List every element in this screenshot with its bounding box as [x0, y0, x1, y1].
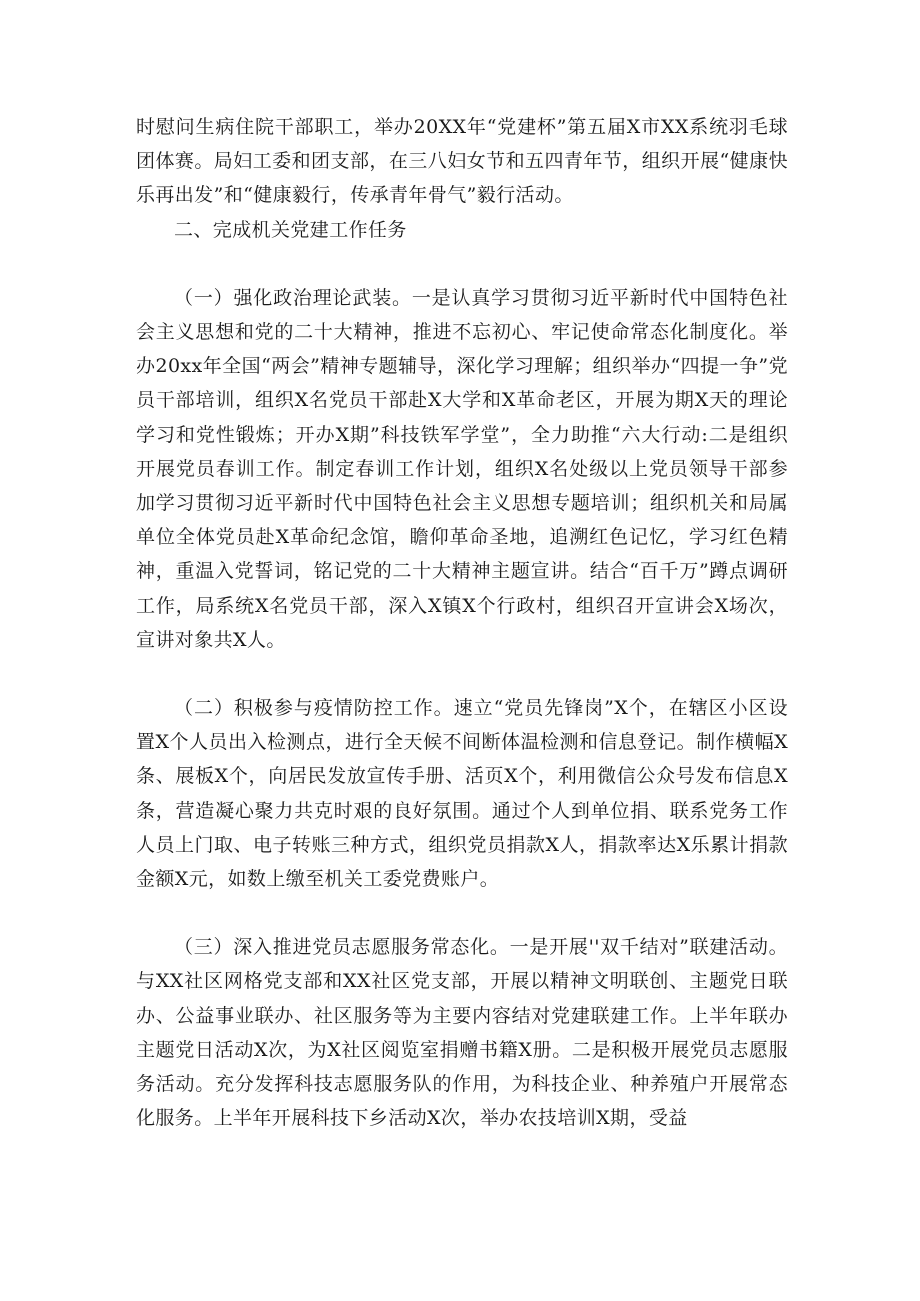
- paragraph-epidemic-prevention: （二）积极参与疫情防控工作。速立“党员先锋岗”X个，在辖区小区设置X个人员出入检测点，进行全天候不间断体温检测和信息登记。制作横幅X条、展板X个，向居民发放宣传手册、活页X个，利用微信公众号发布信息X条，营造凝心聚力共克时艰的良好氛围。通过个人到单位捐、联系党务工作人员上门取、电子转账三种方式，组织党员捐款X人，捐款率达X乐累计捐款金额X元，如数上缴至机关工委党费账户。: [136, 697, 788, 891]
- intro-paragraph: 时慰问生病住院干部职工，举办20XX年“党建杯”第五届X市XX系统羽毛球团体赛。局妇工委和团支部，在三八妇女节和五四青年节，组织开展“健康快乐再出发”和“健康毅行，传承青年骨气”毅行活动。: [136, 116, 788, 207]
- document-page: [136, 110, 788, 1135]
- paragraph-volunteer-service: （三）深入推进党员志愿服务常态化。一是开展''双千结对”联建活动。与XX社区网格党支部和XX社区党支部，开展以精神文明联创、主题党日联办、公益事业联办、社区服务等为主要内容结对党建联建工作。上半年联办主题党日活动X次，为X社区阅览室捐赠书籍X册。二是积极开展党员志愿服务活动。充分发挥科技志愿服务队的作用，为科技企业、种养殖户开展常态化服务。上半年开展科技下乡活动X次，举办农技培训X期，受益: [136, 936, 788, 1130]
- section-heading: 二、完成机关党建工作任务: [174, 218, 407, 241]
- paragraph-political-theory: （一）强化政治理论武装。一是认真学习贯彻习近平新时代中国特色社会主义思想和党的二十大精神，推进不忘初心、牢记使命常态化制度化。举办20xx年全国“两会”精神专题辅导，深化学习理解；组织举办“四提一争”党员干部培训，组织X名党员干部赴X大学和X革命老区，开展为期X天的理论学习和党性锻炼；开办X期”科技铁军学堂”，全力助推“六大行动:二是组织开展党员春训工作。制定春训工作计划，组织X名处级以上党员领导干部参加学习贯彻习近平新时代中国特色社会主义思想专题培训；组织机关和局属单位全体党员赴X革命纪念馆，瞻仰革命圣地，追溯红色记忆，学习红色精神，重温入党誓词，铭记党的二十大精神主题宣讲。结合“百千万”蹲点调研工作，局系统X名党员干部，深入X镇X个行政村，组织召开宣讲会X场次，宣讲对象共X人。: [136, 286, 788, 651]
